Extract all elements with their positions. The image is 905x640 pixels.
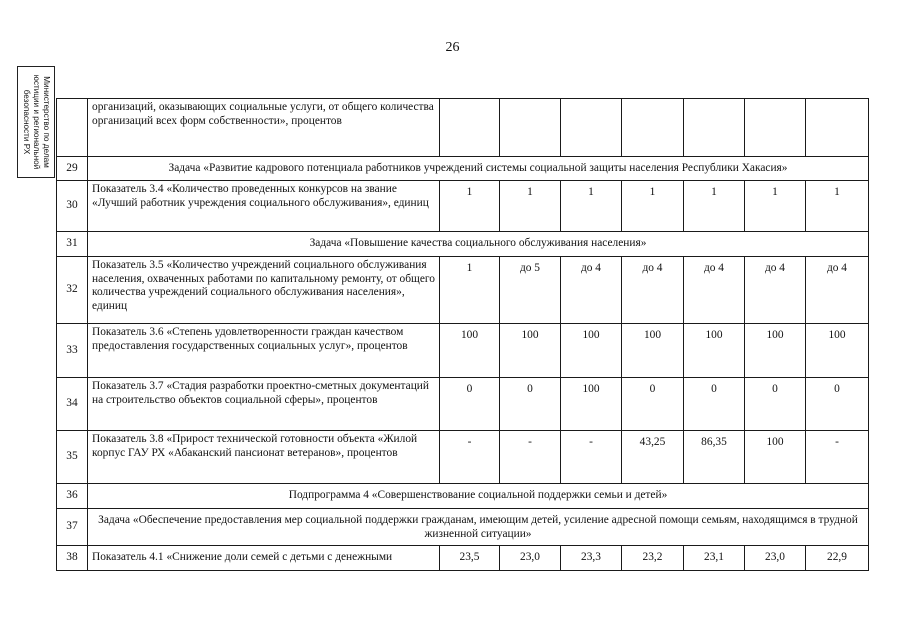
value-cell: 86,35: [684, 431, 745, 484]
indicator-description: Показатель 3.5 «Количество учреждений социального обслуживания населения, охваченных работами по капитальному ремонту, от общего количества учреждений социального обслуживания населения», единиц: [88, 257, 440, 324]
value-cell: 1: [561, 181, 622, 232]
table-row: [57, 509, 869, 546]
row-number: 32: [57, 257, 88, 324]
value-cell: 1: [684, 181, 745, 232]
value-cell: 100: [440, 324, 500, 378]
row-number: 36: [57, 484, 88, 509]
value-cell: до 5: [500, 257, 561, 324]
value-cell: 0: [440, 378, 500, 431]
value-cell: 0: [500, 378, 561, 431]
value-cell: -: [440, 431, 500, 484]
value-cell: 1: [622, 181, 684, 232]
value-cell: [440, 99, 500, 157]
value-cell: 23,1: [684, 546, 745, 571]
row-number: 35: [57, 431, 88, 484]
value-cell: 23,2: [622, 546, 684, 571]
value-cell: 1: [440, 181, 500, 232]
row-number: 34: [57, 378, 88, 431]
indicator-description: Показатель 3.7 «Стадия разработки проектно-сметных документаций на строительство объектов социальной сферы», процентов: [88, 378, 440, 431]
stamp-line-2: юстиции и региональной: [32, 74, 41, 170]
value-cell: до 4: [745, 257, 806, 324]
row-number: 30: [57, 181, 88, 232]
value-cell: [500, 99, 561, 157]
indicator-description: Показатель 3.8 «Прирост технической готовности объекта «Жилой корпус ГАУ РХ «Абаканский пансионат ветеранов», процентов: [88, 431, 440, 484]
value-cell: 23,3: [561, 546, 622, 571]
row-number: 31: [57, 232, 88, 257]
table-row: [57, 324, 869, 378]
value-cell: 100: [745, 431, 806, 484]
value-cell: 100: [622, 324, 684, 378]
value-cell: 23,0: [745, 546, 806, 571]
value-cell: 0: [806, 378, 869, 431]
table-row: [57, 257, 869, 324]
value-cell: 100: [745, 324, 806, 378]
value-cell: до 4: [684, 257, 745, 324]
subprogram-heading: Подпрограмма 4 «Совершенствование социальной поддержки семьи и детей»: [88, 484, 869, 509]
value-cell: 1: [440, 257, 500, 324]
table-row: [57, 157, 869, 181]
table-row: [57, 378, 869, 431]
row-number: 38: [57, 546, 88, 571]
value-cell: -: [561, 431, 622, 484]
row-number: 37: [57, 509, 88, 546]
value-cell: 23,0: [500, 546, 561, 571]
row-number: [57, 99, 88, 157]
stamp-line-3: безопасности РХ: [22, 89, 31, 155]
value-cell: [561, 99, 622, 157]
value-cell: 100: [561, 324, 622, 378]
value-cell: 0: [684, 378, 745, 431]
indicators-table: [56, 98, 869, 571]
value-cell: 43,25: [622, 431, 684, 484]
value-cell: 22,9: [806, 546, 869, 571]
ministry-stamp: [17, 66, 55, 178]
table-row: [57, 484, 869, 509]
value-cell: [745, 99, 806, 157]
value-cell: -: [500, 431, 561, 484]
row-number: 33: [57, 324, 88, 378]
task-heading: Задача «Развитие кадрового потенциала работников учреждений системы социальной защиты населения Республики Хакасия»: [88, 157, 869, 181]
task-heading: Задача «Обеспечение предоставления мер социальной поддержки гражданам, имеющим детей, усиление адресной помощи семьям, находящимся в трудной жизненной ситуации»: [88, 509, 869, 546]
value-cell: 1: [806, 181, 869, 232]
value-cell: 1: [500, 181, 561, 232]
value-cell: -: [806, 431, 869, 484]
value-cell: 1: [745, 181, 806, 232]
value-cell: до 4: [622, 257, 684, 324]
table-row: [57, 431, 869, 484]
value-cell: 100: [806, 324, 869, 378]
value-cell: 100: [500, 324, 561, 378]
stamp-text: [21, 68, 51, 176]
table-row: [57, 181, 869, 232]
table-row: [57, 232, 869, 257]
page-number: 26: [445, 40, 460, 55]
value-cell: до 4: [806, 257, 869, 324]
table-row: [57, 99, 869, 157]
table-row: [57, 546, 869, 571]
task-heading: Задача «Повышение качества социального обслуживания населения»: [88, 232, 869, 257]
value-cell: 0: [745, 378, 806, 431]
indicator-description: Показатель 3.6 «Степень удовлетворенности граждан качеством предоставления государственных социальных услуг», процентов: [88, 324, 440, 378]
value-cell: до 4: [561, 257, 622, 324]
indicator-description: организаций, оказывающих социальные услуги, от общего количества организаций всех форм собственности», процентов: [88, 99, 440, 157]
stamp-line-1: Министерство по делам: [42, 76, 51, 168]
value-cell: [684, 99, 745, 157]
row-number: 29: [57, 157, 88, 181]
value-cell: 100: [684, 324, 745, 378]
indicator-description: Показатель 4.1 «Снижение доли семей с детьми с денежными: [88, 546, 440, 571]
value-cell: 0: [622, 378, 684, 431]
value-cell: 100: [561, 378, 622, 431]
indicator-description: Показатель 3.4 «Количество проведенных конкурсов на звание «Лучший работник учреждения социального обслуживания», единиц: [88, 181, 440, 232]
value-cell: [622, 99, 684, 157]
value-cell: [806, 99, 869, 157]
value-cell: 23,5: [440, 546, 500, 571]
